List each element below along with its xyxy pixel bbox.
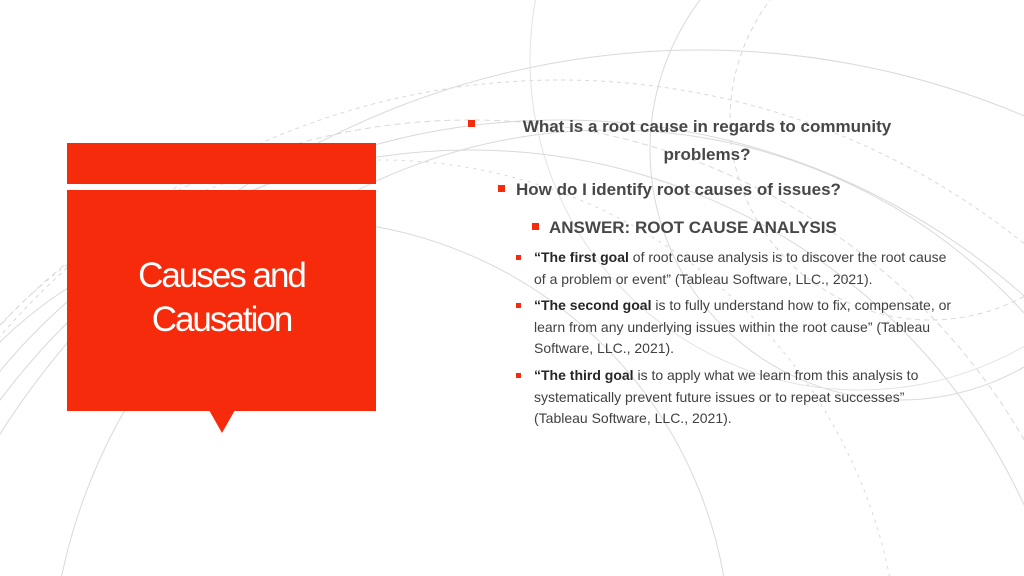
title-box xyxy=(67,190,376,411)
slide-title xyxy=(138,254,305,342)
bullet-square-icon xyxy=(516,373,521,378)
goal-1-lead: “The first goal xyxy=(534,249,629,265)
goal-1-text: of root cause analysis is to discover the root cause of a problem or event” (Tableau Software, LLC., 2021). xyxy=(534,249,947,287)
bullet-square-icon xyxy=(468,120,475,127)
answer-heading: ANSWER: ROOT CAUSE ANALYSIS xyxy=(549,218,837,237)
bullet-square-icon xyxy=(532,223,539,230)
question-1: What is a root cause in regards to community problems? xyxy=(522,117,892,164)
bullet-square-icon xyxy=(516,255,521,260)
goal-2-lead: “The second goal xyxy=(534,297,652,313)
goal-2 xyxy=(534,295,954,360)
slide-title-line-2: Causation xyxy=(151,299,292,339)
goal-3-text: is to apply what we learn from this analysis to systematically prevent future issues or to repeat successes” (Tableau Software, LLC., 2021). xyxy=(534,367,919,426)
title-pointer xyxy=(209,410,235,433)
goal-2-text: is to fully understand how to fix, compensate, or learn from any underlying issues within the root cause” (Tableau Software, LLC., 2021). xyxy=(534,297,952,356)
slide-title-line-1: Causes and xyxy=(138,255,305,295)
goal-3 xyxy=(534,365,954,430)
bullet-square-icon xyxy=(516,303,521,308)
question-2: How do I identify root causes of issues? xyxy=(516,180,841,199)
bullet-square-icon xyxy=(498,185,505,192)
goal-1 xyxy=(534,247,954,290)
goal-3-lead: “The third goal xyxy=(534,367,634,383)
accent-bar xyxy=(67,143,376,184)
